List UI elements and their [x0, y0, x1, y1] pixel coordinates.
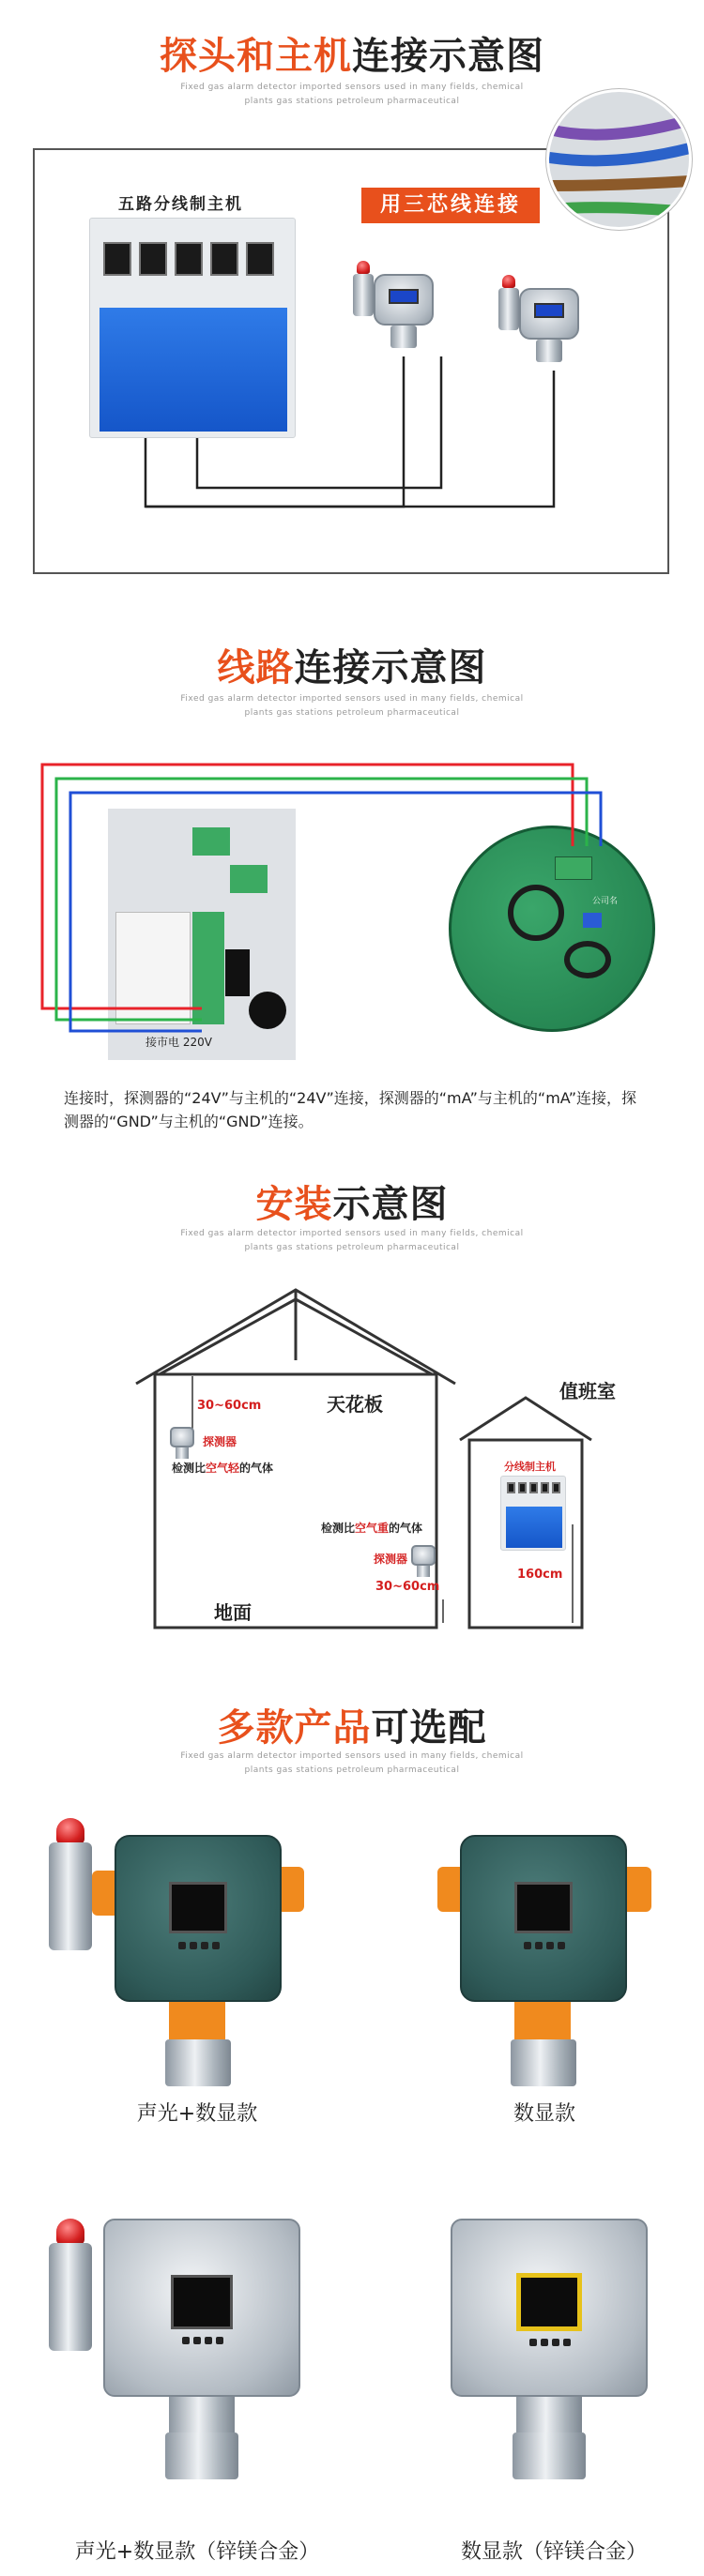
- title-rest: 可选配: [371, 1706, 487, 1750]
- neck: [514, 2002, 571, 2039]
- light-gas-prefix: 检测比: [172, 1462, 207, 1475]
- product-caption: 数显款: [513, 2102, 575, 2126]
- subtitle-line-1: Fixed gas alarm detector imported sensors used in many fields, chemical: [180, 694, 524, 704]
- product-card: [432, 1811, 676, 2129]
- host-blue-panel: [506, 1507, 562, 1548]
- product-caption: 声光+数显款: [136, 2102, 258, 2126]
- control-buttons: [182, 2337, 223, 2346]
- sensor-head: [511, 2039, 576, 2086]
- heavy-gas-label: [321, 1520, 422, 1536]
- product-caption: 声光+数显款（锌镁合金）: [74, 2540, 320, 2564]
- section-subtitle: [0, 1750, 704, 1778]
- lcd-screen: [516, 2273, 582, 2331]
- detector-tag-top: 探测器: [203, 1435, 237, 1448]
- wiring-lines: [0, 0, 704, 600]
- subtitle-line-1: Fixed gas alarm detector imported sensors used in many fields, chemical: [180, 1751, 524, 1761]
- host-label: 五路分线制主机: [118, 195, 243, 214]
- connection-badge: 用三芯线连接: [361, 188, 540, 223]
- duty-host: [500, 1476, 566, 1551]
- lcd-screen: [171, 2275, 233, 2329]
- product-caption: 数显款（锌镁合金）: [460, 2540, 647, 2564]
- heavy-gas-key: 空气重: [355, 1522, 390, 1535]
- neck: [516, 2397, 582, 2432]
- product-card: [413, 2181, 695, 2566]
- detector-tag-bottom: 探测器: [374, 1553, 408, 1566]
- host-screens: [507, 1482, 561, 1495]
- sensor-head: [513, 2432, 586, 2479]
- section-title: [0, 1698, 704, 1751]
- sensor-head: [176, 1447, 189, 1459]
- light-gas-label: [172, 1460, 273, 1476]
- control-buttons: [524, 1942, 565, 1951]
- subtitle-line-2: plants gas stations petroleum pharmaceutical: [244, 708, 460, 718]
- alarm-lamp-icon: [56, 1818, 84, 1844]
- lcd-screen: [169, 1882, 227, 1933]
- subtitle-line-2: plants gas stations petroleum pharmaceutical: [244, 97, 460, 106]
- title-rest: 连接示意图: [294, 646, 487, 689]
- lamp-cylinder: [49, 2243, 92, 2351]
- lamp-cylinder: [49, 1842, 92, 1950]
- neck: [169, 2002, 225, 2039]
- sensor-head: [165, 2432, 238, 2479]
- title-highlight: 探头和主机: [160, 35, 352, 78]
- sensor-head: [417, 1566, 430, 1577]
- alarm-lamp-icon: [56, 2219, 84, 2245]
- subtitle-line-1: Fixed gas alarm detector imported sensors used in many fields, chemical: [180, 1229, 524, 1238]
- product-card: [38, 2181, 357, 2566]
- title-rest: 示意图: [332, 1183, 449, 1226]
- colored-wires: [0, 600, 704, 1159]
- ceiling-label: 天花板: [327, 1393, 383, 1416]
- neck: [169, 2397, 235, 2432]
- duty-room-label: 值班室: [559, 1380, 616, 1402]
- section-products: [0, 1656, 704, 2576]
- subtitle-line-2: plants gas stations petroleum pharmaceutical: [244, 1765, 460, 1775]
- detector-body: [411, 1545, 436, 1566]
- duty-host-tag: 分线制主机: [504, 1461, 556, 1473]
- control-buttons: [529, 2339, 571, 2348]
- lcd-screen: [514, 1882, 573, 1933]
- light-gas-suffix: 的气体: [239, 1462, 274, 1475]
- wiring-description: 连接时，探测器的“24V”与主机的“24V”连接，探测器的“mA”与主机的“mA”连接，探测器的“GND”与主机的“GND”连接。: [64, 1089, 637, 1130]
- distance-bottom-label: 30~60cm: [375, 1580, 440, 1594]
- floor-label: 地面: [214, 1601, 252, 1624]
- sensor-head: [165, 2039, 231, 2086]
- heavy-gas-suffix: 的气体: [389, 1522, 423, 1535]
- heavy-gas-prefix: 检测比: [321, 1522, 356, 1535]
- mains-label: 接市电 220V: [145, 1036, 212, 1049]
- title-highlight: 多款产品: [217, 1706, 372, 1750]
- detector-bottom: [406, 1541, 443, 1579]
- distance-host-label: 160cm: [517, 1568, 563, 1582]
- control-buttons: [178, 1942, 220, 1951]
- title-highlight: 安装: [255, 1183, 333, 1226]
- light-gas-key: 空气轻: [206, 1462, 240, 1475]
- subtitle-line-2: plants gas stations petroleum pharmaceutical: [244, 1243, 460, 1252]
- section-probe-host: [0, 0, 704, 600]
- subtitle-line-1: Fixed gas alarm detector imported sensors used in many fields, chemical: [180, 83, 524, 92]
- section-install: [0, 1159, 704, 1656]
- detector-body: [170, 1427, 194, 1447]
- section-wiring: [0, 600, 704, 1159]
- distance-top-label: 30~60cm: [197, 1399, 262, 1413]
- pcb-label: 公司名: [592, 897, 619, 906]
- title-rest: 连接示意图: [352, 35, 544, 78]
- title-highlight: 线路: [217, 646, 295, 689]
- detector-top: [164, 1423, 202, 1461]
- product-card: [38, 1811, 319, 2129]
